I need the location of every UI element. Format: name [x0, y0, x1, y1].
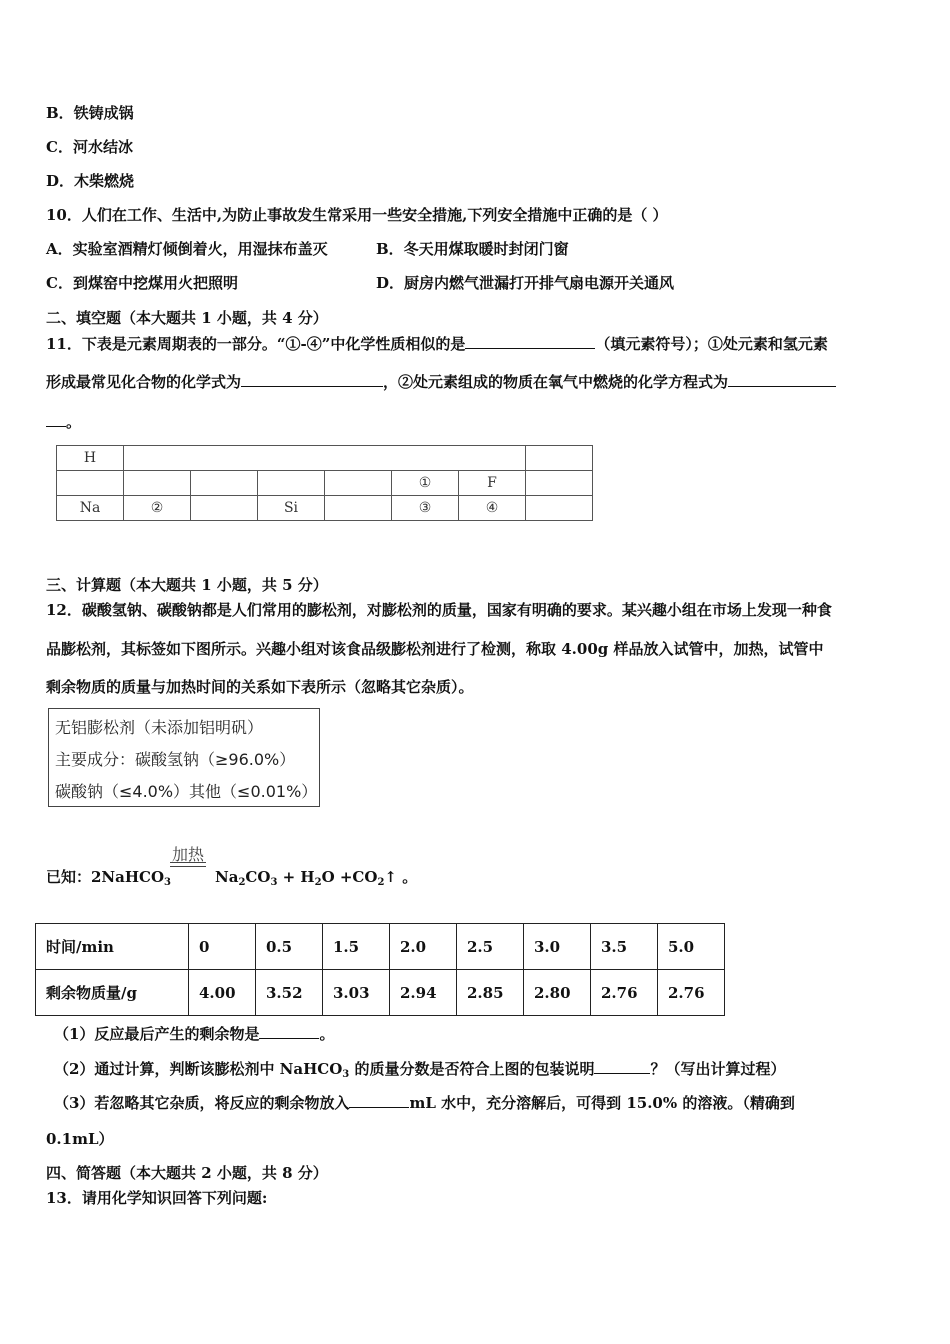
table-cell: 2.94 — [390, 970, 457, 1016]
table-cell — [191, 446, 258, 471]
q12-sub-3 — [54, 1091, 795, 1113]
table-cell: 2.85 — [457, 970, 524, 1016]
q12-sub-text: 。 — [319, 1025, 335, 1043]
table-cell: 剩余物质量/g — [36, 970, 189, 1016]
table-cell: ② — [124, 496, 191, 521]
table-cell: 时间/min — [36, 924, 189, 970]
table-cell — [57, 471, 124, 496]
table-cell: 1.5 — [323, 924, 390, 970]
q12-sub-text: mL 水中，充分溶解后，可得到 15.0% 的溶液。（精确到 — [409, 1094, 795, 1112]
q12-line-1: 12．碳酸氢钠、碳酸钠都是人们常用的膨松剂，对膨松剂的质量，国家有明确的要求。某兴趣小组在市场上发现一种食 — [46, 601, 832, 619]
q12-sub-3-cont: 0.1mL） — [46, 1130, 114, 1148]
table-cell: 3.0 — [524, 924, 591, 970]
q11-text: ，②处元素组成的物质在氧气中燃烧的化学方程式为 — [383, 373, 729, 391]
table-row — [36, 970, 725, 1016]
subscript: 3 — [164, 877, 172, 888]
table-cell: ③ — [392, 496, 459, 521]
table-cell: Na — [57, 496, 124, 521]
q12-line-2: 品膨松剂，其标签如下图所示。兴趣小组对该食品级膨松剂进行了检测，称取 4.00g 样品放入试管中，加热，试管中 — [46, 640, 824, 658]
table-cell — [258, 446, 325, 471]
reaction-condition: 加热 — [172, 845, 205, 864]
table-cell — [526, 496, 593, 521]
q12-answer-blank-2[interactable] — [594, 1057, 650, 1074]
q10-option-a: A．实验室酒精灯倾倒着火，用湿抹布盖灭 — [46, 240, 328, 258]
table-cell — [325, 471, 392, 496]
equals-sign-icon — [170, 862, 206, 867]
table-cell: 2.0 — [390, 924, 457, 970]
q11-line-3 — [46, 410, 81, 432]
label-line: 无铝膨松剂（未添加铝明矾） — [55, 718, 264, 737]
table-row — [36, 924, 725, 970]
q11-text: 11．下表是元素周期表的一部分。“①-④”中化学性质相似的是 — [46, 335, 466, 353]
q12-sub-2 — [54, 1057, 786, 1079]
table-cell — [526, 471, 593, 496]
q11-answer-blank-3-cont[interactable] — [46, 410, 66, 427]
label-line: 主要成分：碳酸氢钠（≥96.0%） — [55, 750, 296, 769]
subscript: 3 — [342, 1069, 350, 1080]
product-label — [48, 708, 320, 807]
table-cell — [191, 496, 258, 521]
table-cell — [392, 446, 459, 471]
table-cell — [526, 446, 593, 471]
data-table — [35, 923, 725, 1016]
table-cell: 2.80 — [524, 970, 591, 1016]
table-cell: H — [57, 446, 124, 471]
equation-text: O +CO — [321, 868, 378, 886]
subscript: 3 — [270, 877, 278, 888]
q12-answer-blank-1[interactable] — [259, 1022, 319, 1039]
table-cell: F — [459, 471, 526, 496]
q9-option-c: C．河水结冰 — [46, 138, 133, 156]
q12-sub-text: （2）通过计算，判断该膨松剂中 NaHCO — [54, 1060, 343, 1078]
table-cell — [325, 496, 392, 521]
table-cell — [258, 471, 325, 496]
q12-sub-text: 的质量分数是否符合上图的包装说明 — [349, 1060, 595, 1078]
table-cell: ① — [392, 471, 459, 496]
equation-text: 已知：2NaHCO — [46, 868, 165, 886]
table-cell: 5.0 — [658, 924, 725, 970]
table-row — [57, 496, 593, 521]
table-cell: 0 — [189, 924, 256, 970]
q11-line-2 — [46, 370, 836, 392]
q10-option-d: D．厨房内燃气泄漏打开排气扇电源开关通风 — [376, 274, 675, 292]
table-cell — [124, 471, 191, 496]
table-cell: 3.52 — [256, 970, 323, 1016]
reaction-equation — [46, 866, 417, 887]
section-4-title: 四、简答题（本大题共 2 小题，共 8 分） — [46, 1164, 328, 1182]
table-cell — [325, 446, 392, 471]
subscript: 2 — [377, 877, 385, 888]
table-cell — [459, 446, 526, 471]
section-3-title: 三、计算题（本大题共 1 小题，共 5 分） — [46, 576, 328, 594]
table-cell: 2.76 — [658, 970, 725, 1016]
q9-option-d: D．木柴燃烧 — [46, 172, 135, 190]
equation-text: CO — [245, 868, 271, 886]
equation-text: Na — [215, 868, 239, 886]
periodic-table — [56, 445, 593, 521]
q11-answer-blank-2[interactable] — [241, 370, 383, 387]
q9-option-b: B．铁铸成锅 — [46, 104, 134, 122]
table-cell: 3.5 — [591, 924, 658, 970]
table-cell: ④ — [459, 496, 526, 521]
q13-stem: 13．请用化学知识回答下列问题: — [46, 1189, 268, 1207]
table-cell — [124, 446, 191, 471]
q12-sub-text: ？（写出计算过程） — [650, 1060, 786, 1078]
q10-option-b: B．冬天用煤取暖时封闭门窗 — [376, 240, 569, 258]
q12-sub-text: （1）反应最后产生的剩余物是 — [54, 1025, 260, 1043]
table-cell — [191, 471, 258, 496]
table-cell: 0.5 — [256, 924, 323, 970]
q11-line-1 — [46, 332, 828, 354]
q11-answer-blank-1[interactable] — [465, 332, 595, 349]
q11-text: 形成最常见化合物的化学式为 — [46, 373, 242, 391]
q12-sub-1 — [54, 1022, 334, 1044]
q10-option-c: C．到煤窑中挖煤用火把照明 — [46, 274, 238, 292]
table-cell: Si — [258, 496, 325, 521]
table-cell: 4.00 — [189, 970, 256, 1016]
q11-text: 。 — [66, 413, 82, 431]
table-row — [57, 446, 593, 471]
table-cell: 2.76 — [591, 970, 658, 1016]
q11-answer-blank-3[interactable] — [728, 370, 836, 387]
equation-text: + H — [277, 868, 315, 886]
q10-stem: 10．人们在工作、生活中,为防止事故发生常采用一些安全措施,下列安全措施中正确的是（ ） — [46, 206, 668, 224]
q12-line-3: 剩余物质的质量与加热时间的关系如下表所示（忽略其它杂质）。 — [46, 678, 474, 696]
q11-text: （填元素符号）；①处元素和氢元素 — [595, 335, 828, 353]
label-line: 碳酸钠（≤4.0%）其他（≤0.01%） — [55, 782, 318, 801]
q12-sub-text: （3）若忽略其它杂质，将反应的剩余物放入 — [54, 1094, 350, 1112]
subscript: 2 — [314, 877, 322, 888]
section-2-title: 二、填空题（本大题共 1 小题，共 4 分） — [46, 309, 328, 327]
q12-answer-blank-3[interactable] — [349, 1091, 409, 1108]
equation-text: ↑ 。 — [384, 868, 418, 886]
table-row — [57, 471, 593, 496]
table-cell: 2.5 — [457, 924, 524, 970]
table-cell: 3.03 — [323, 970, 390, 1016]
subscript: 2 — [238, 877, 246, 888]
